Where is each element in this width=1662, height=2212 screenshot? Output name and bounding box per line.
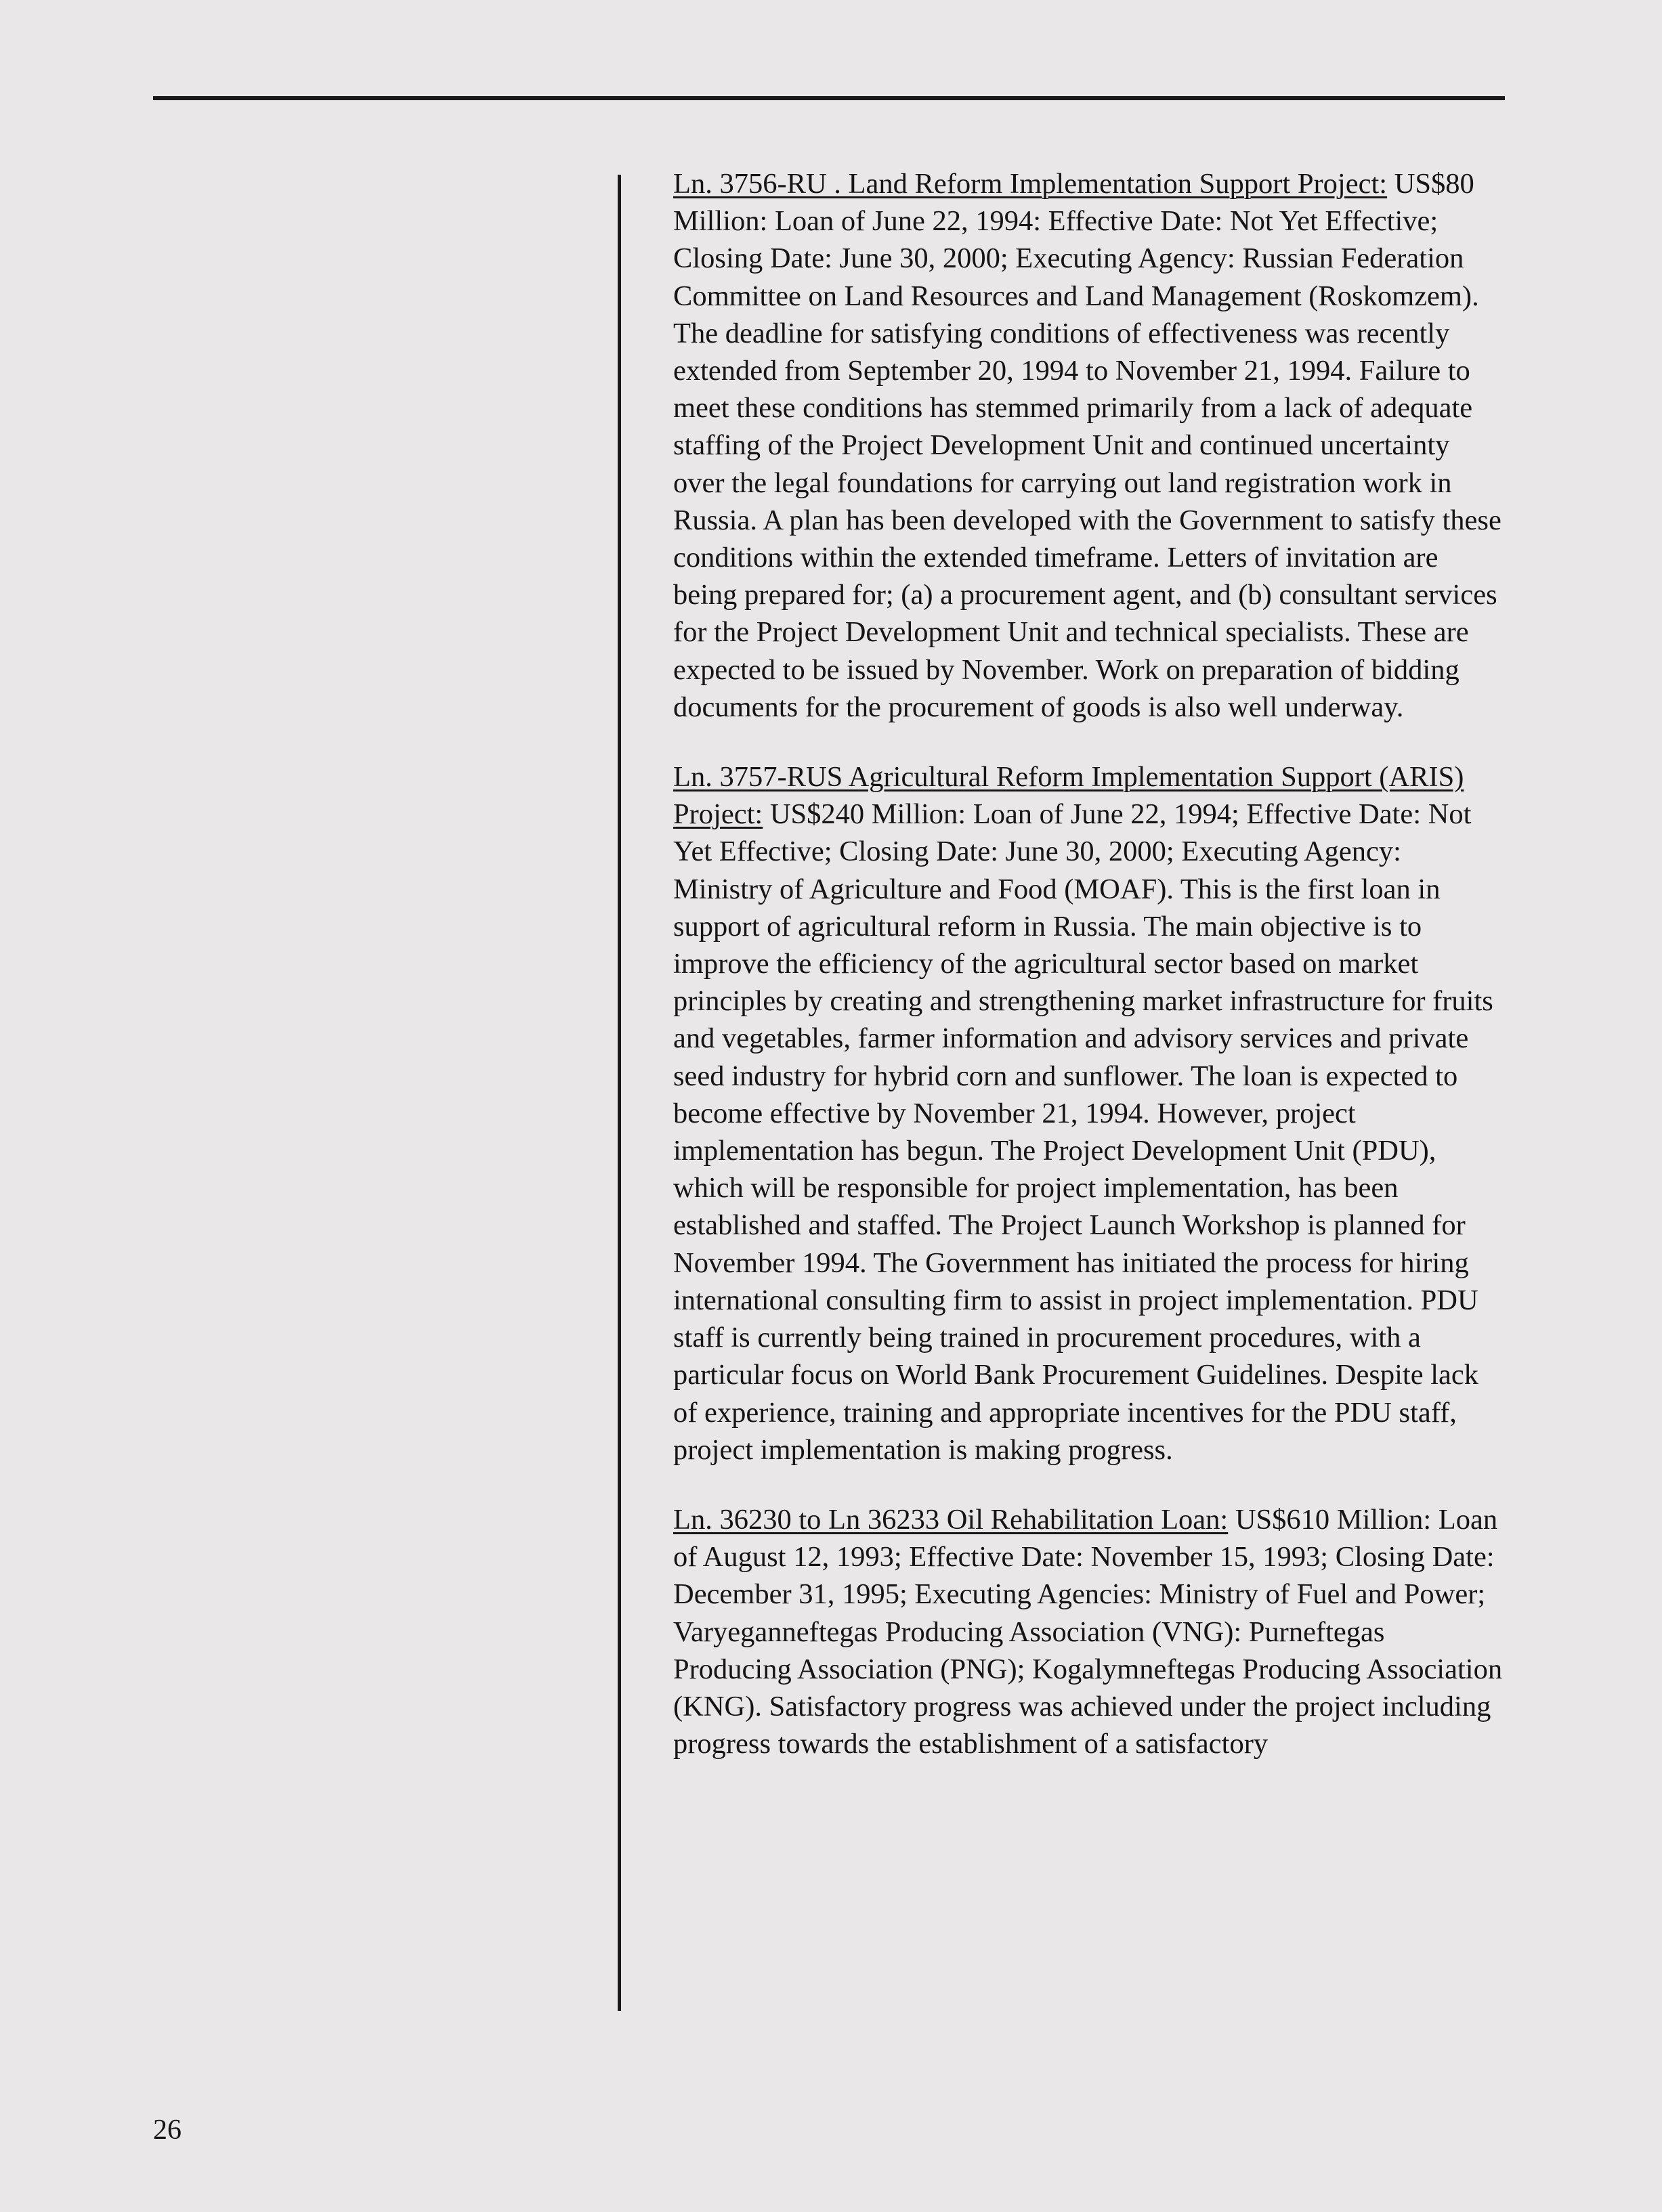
- entry-body: US$80 Million: Loan of June 22, 1994: Effective Date: Not Yet Effective; Closing Date: June 30, 2000; Executing Agency: Russian Federation Committee on Land Resources and Land Management (Roskomzem). The deadline for satisfying conditions of effectiveness was recently extended from September 20, 1994 to November 21, 1994. Failure to meet these conditions has stemmed primarily from a lack of adequate staffing of the Project Development Unit and continued uncertainty over the legal foundations for carrying out land registration work in Russia. A plan has been developed with the Government to satisfy these conditions within the extended timeframe. Letters of invitation are being prepared for; (a) a procurement agent, and (b) consultant services for the Project Development Unit and technical specialists. These are expected to be issued by November. Work on preparation of bidding documents for the procurement of goods is also well underway.: [673, 168, 1501, 723]
- margin-vertical-rule: [618, 175, 621, 2011]
- entry-agricultural-reform: [673, 758, 1506, 1469]
- main-text-column: [673, 165, 1506, 1795]
- page-number: 26: [153, 2115, 182, 2146]
- top-horizontal-rule: [153, 96, 1505, 100]
- entry-body: US$240 Million: Loan of June 22, 1994; Effective Date: Not Yet Effective; Closing Date: June 30, 2000; Executing Agency: Ministry of Agriculture and Food (MOAF). This is the first loan in support of agricultural reform in Russia. The main objective is to improve the efficiency of the agricultural sector based on market principles by creating and strengthening market infrastructure for fruits and vegetables, farmer information and advisory services and private seed industry for hybrid corn and sunflower. The loan is expected to become effective by November 21, 1994. However, project implementation has begun. The Project Development Unit (PDU), which will be responsible for project implementation, has been established and staffed. The Project Launch Workshop is planned for November 1994. The Government has initiated the process for hiring international consulting firm to assist in project implementation. PDU staff is currently being trained in procurement procedures, with a particular focus on World Bank Procurement Guidelines. Despite lack of experience, training and appropriate incentives for the PDU staff, project implementation is making progress.: [673, 798, 1493, 1466]
- entry-heading: Ln. 36230 to Ln 36233 Oil Rehabilitation Loan:: [673, 1503, 1229, 1536]
- entry-body: US$610 Million: Loan of August 12, 1993; Effective Date: November 15, 1993; Closing Date: December 31, 1995; Executing Agencies: Ministry of Fuel and Power; Varyeganneftegas Producing Association (VNG): Purneftegas Producing Association (PNG); Kogalymneftegas Producing Association (KNG). Satisfactory progress was achieved under the project including progress towards the establishment of a satisfactory: [673, 1503, 1503, 1760]
- entry-oil-rehabilitation: [673, 1501, 1506, 1762]
- entry-heading: Ln. 3756-RU . Land Reform Implementation Support Project:: [673, 168, 1388, 200]
- entry-heading: Ln. 3757-RUS Agricultural Reform Implementation Support (ARIS) Project:: [673, 761, 1464, 831]
- entry-land-reform: [673, 165, 1506, 726]
